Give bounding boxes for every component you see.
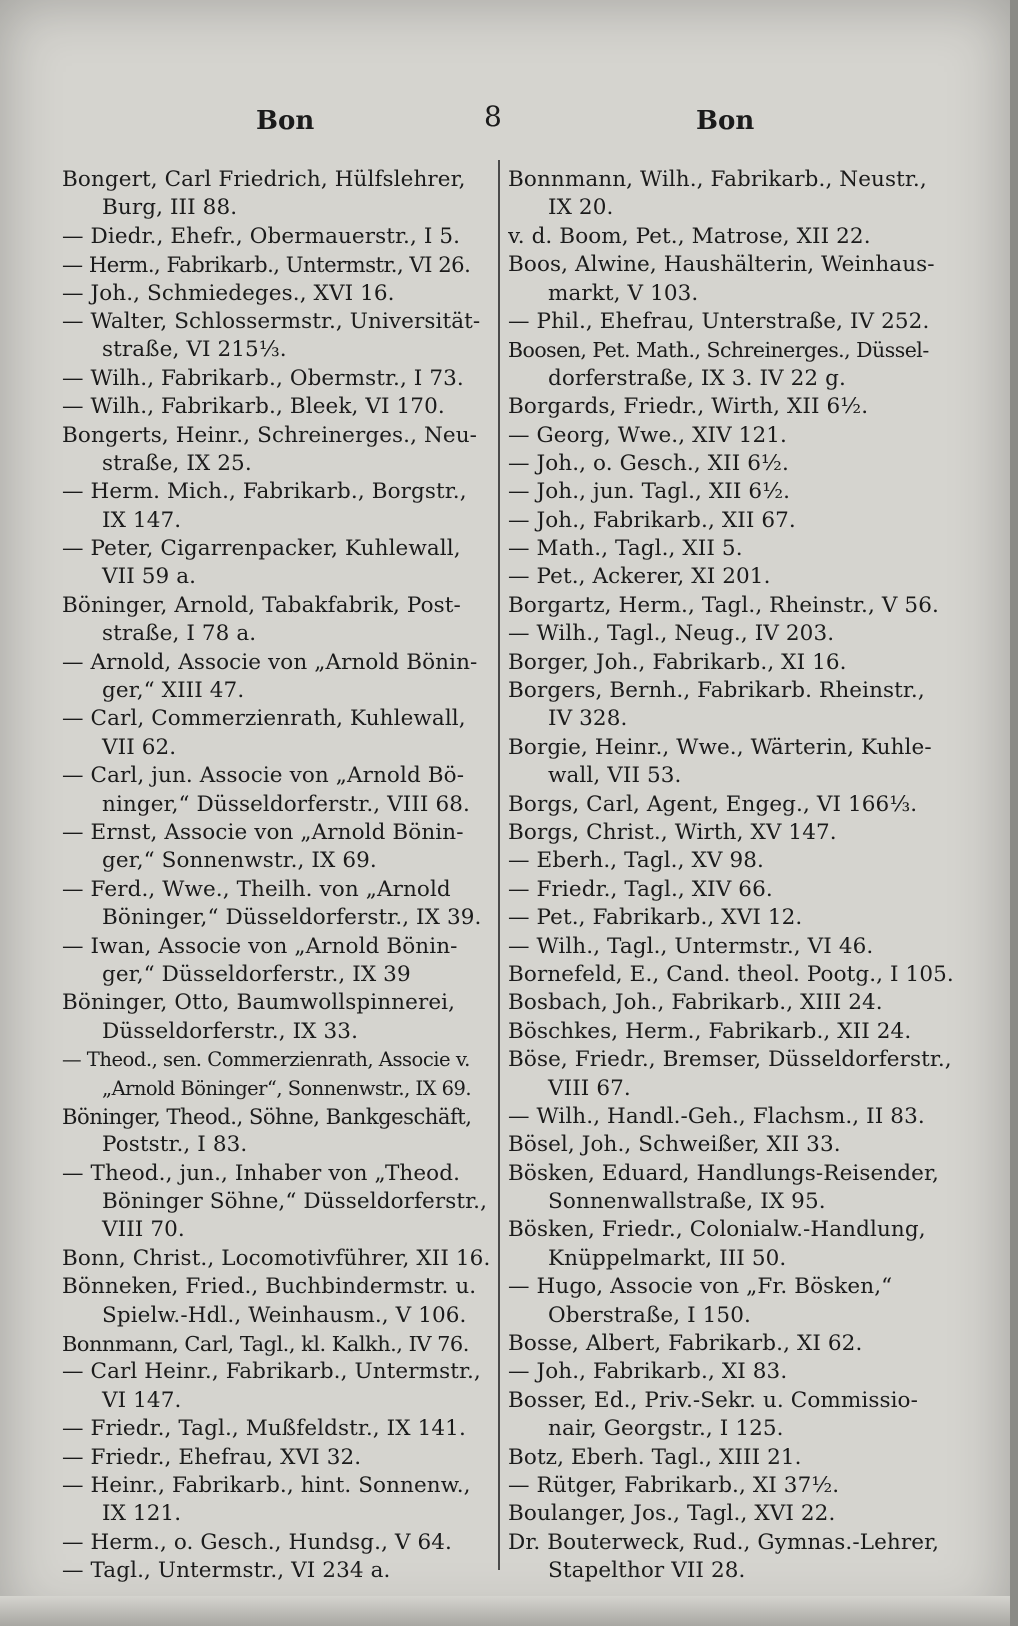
directory-entry-line: ger,“ Sonnenwstr., IX 69.	[102, 848, 377, 874]
page-number: 8	[484, 100, 502, 133]
directory-entry-line: Bonn, Christ., Locomotivführer, XII 16.	[62, 1245, 491, 1271]
directory-entry-line: — Pet., Ackerer, XI 201.	[508, 564, 771, 590]
directory-entry-line: — Tagl., Untermstr., VI 234 a.	[62, 1558, 391, 1584]
directory-entry-line: Bornefeld, E., Cand. theol. Pootg., I 105.	[508, 961, 954, 987]
directory-entry-line: Bonnmann, Carl, Tagl., kl. Kalkh., IV 76.	[62, 1332, 469, 1357]
directory-entry-line: VIII 70.	[102, 1217, 185, 1243]
directory-entry-line: Bosse, Albert, Fabrikarb., XI 62.	[508, 1331, 863, 1357]
directory-entry-line: — Wilh., Handl.-Geh., Flachsm., II 83.	[508, 1103, 925, 1129]
directory-entry-line: VI 147.	[102, 1387, 182, 1413]
directory-entry-line: — Joh., Fabrikarb., XII 67.	[508, 507, 796, 533]
directory-entry-line: — Arnold, Associe von „Arnold Bönin-	[62, 649, 478, 675]
directory-entry-line: Botz, Eberh. Tagl., XIII 21.	[508, 1444, 802, 1470]
directory-entry-line: Bösken, Eduard, Handlungs-Reisender,	[508, 1160, 939, 1186]
directory-entry-line: Bosbach, Joh., Fabrikarb., XIII 24.	[508, 990, 883, 1016]
directory-entry-line: — Math., Tagl., XII 5.	[508, 536, 743, 562]
directory-entry-line: — Phil., Ehefrau, Unterstraße, IV 252.	[508, 308, 930, 334]
directory-entry-line: — Herm. Mich., Fabrikarb., Borgstr.,	[62, 479, 467, 505]
directory-entry-line: nair, Georgstr., I 125.	[548, 1416, 784, 1442]
directory-entry-line: Boosen, Pet. Math., Schreinerges., Düssel-	[508, 338, 929, 363]
directory-entry-line: — Rütger, Fabrikarb., XI 37½.	[508, 1472, 840, 1498]
directory-entry-line: — Wilh., Fabrikarb., Bleek, VI 170.	[62, 394, 445, 420]
directory-entry-line: — Friedr., Tagl., XIV 66.	[508, 876, 773, 902]
directory-entry-line: — Carl Heinr., Fabrikarb., Untermstr.,	[62, 1359, 481, 1385]
directory-entry-line: Spielw.-Hdl., Weinhausm., V 106.	[102, 1302, 467, 1328]
directory-entry-line: — Carl, jun. Associe von „Arnold Bö-	[62, 763, 465, 789]
directory-entry-line: — Theod., jun., Inhaber von „Theod.	[62, 1160, 461, 1186]
directory-entry-line: — Georg, Wwe., XIV 121.	[508, 422, 787, 448]
directory-entry-line: — Walter, Schlossermstr., Universität-	[62, 308, 481, 334]
directory-entry-line: Böninger Söhne,“ Düsseldorferstr.,	[102, 1189, 488, 1215]
directory-entry-line: wall, VII 53.	[548, 763, 682, 789]
directory-entry-line: — Friedr., Ehefrau, XVI 32.	[62, 1444, 362, 1470]
page-header	[0, 100, 1010, 140]
directory-entry-line: straße, IX 25.	[102, 450, 252, 476]
directory-entry-line: Borgie, Heinr., Wwe., Wärterin, Kuhle-	[508, 734, 932, 760]
directory-entry-line: Boulanger, Jos., Tagl., XVI 22.	[508, 1501, 836, 1527]
directory-entry-line: Böninger,“ Düsseldorferstr., IX 39.	[102, 905, 482, 931]
right-column	[508, 166, 954, 1586]
directory-entry-line: Borger, Joh., Fabrikarb., XI 16.	[508, 649, 847, 675]
directory-entry-line: Borgs, Christ., Wirth, XV 147.	[508, 819, 837, 845]
directory-entry-line: — Pet., Fabrikarb., XVI 12.	[508, 905, 803, 931]
header-left-keyword: Bon	[256, 106, 315, 136]
directory-entry-line: Bösel, Joh., Schweißer, XII 33.	[508, 1132, 841, 1158]
directory-entry-line: IX 121.	[102, 1501, 182, 1527]
directory-entry-line: straße, VI 215⅓.	[102, 337, 287, 363]
directory-entry-line: — Ferd., Wwe., Theilh. von „Arnold	[62, 876, 451, 902]
directory-entry-line: Sonnenwallstraße, IX 95.	[548, 1189, 826, 1215]
directory-entry-line: — Iwan, Associe von „Arnold Bönin-	[62, 933, 458, 959]
directory-entry-line: Boos, Alwine, Haushälterin, Weinhaus-	[508, 252, 935, 278]
directory-entry-line: VII 59 a.	[102, 564, 197, 590]
directory-entry-line: VII 62.	[102, 734, 177, 760]
header-right-keyword: Bon	[696, 106, 755, 136]
directory-entry-line: — Joh., o. Gesch., XII 6½.	[508, 450, 789, 476]
directory-entry-line: IX 20.	[548, 195, 614, 221]
directory-entry-line: v. d. Boom, Pet., Matrose, XII 22.	[508, 223, 871, 249]
directory-entry-line: Oberstraße, I 150.	[548, 1302, 751, 1328]
directory-entry-line: — Wilh., Tagl., Neug., IV 203.	[508, 621, 835, 647]
directory-entry-line: — Ernst, Associe von „Arnold Bönin-	[62, 819, 464, 845]
directory-entry-line: straße, I 78 a.	[102, 621, 257, 647]
directory-entry-line: dorferstraße, IX 3. IV 22 g.	[548, 365, 846, 391]
directory-entry-line: Bösken, Friedr., Colonialw.-Handlung,	[508, 1217, 926, 1243]
directory-entry-line: Böse, Friedr., Bremser, Düsseldorferstr.,	[508, 1047, 952, 1073]
page-bottom-edge	[0, 1596, 1010, 1626]
directory-entry-line: — Peter, Cigarrenpacker, Kuhlewall,	[62, 536, 461, 562]
directory-entry-line: Böninger, Otto, Baumwollspinnerei,	[62, 990, 456, 1016]
directory-entry-line: — Hugo, Associe von „Fr. Bösken,“	[508, 1274, 893, 1300]
directory-entry-line: Bongerts, Heinr., Schreinerges., Neu-	[62, 422, 478, 448]
directory-entry-line: IX 147.	[102, 507, 182, 533]
directory-entry-line: Stapelthor VII 28.	[548, 1558, 746, 1584]
directory-entry-line: Bonnmann, Wilh., Fabrikarb., Neustr.,	[508, 167, 927, 192]
column-divider	[498, 160, 500, 1570]
directory-entry-line: Borgartz, Herm., Tagl., Rheinstr., V 56.	[508, 592, 939, 618]
directory-entry-line: ger,“ Düsseldorferstr., IX 39	[102, 961, 411, 987]
directory-entry-line: — Heinr., Fabrikarb., hint. Sonnenw.,	[62, 1472, 471, 1498]
directory-entry-line: — Herm., Fabrikarb., Untermstr., VI 26.	[62, 252, 471, 278]
directory-entry-line: Bosser, Ed., Priv.-Sekr. u. Commissio-	[508, 1387, 918, 1413]
directory-entry-line: Böschkes, Herm., Fabrikarb., XII 24.	[508, 1018, 912, 1044]
left-column	[62, 166, 494, 1586]
directory-entry-line: Böninger, Arnold, Tabakfabrik, Post-	[62, 592, 461, 618]
directory-entry-line: — Friedr., Tagl., Mußfeldstr., IX 141.	[62, 1416, 466, 1442]
directory-entry-line: — Joh., Schmiedeges., XVI 16.	[62, 280, 395, 306]
directory-entry-line: Borgs, Carl, Agent, Engeg., VI 166⅓.	[508, 791, 918, 817]
directory-entry-line: Bongert, Carl Friedrich, Hülfslehrer,	[62, 167, 466, 192]
directory-entry-line: Dr. Bouterweck, Rud., Gymnas.-Lehrer,	[508, 1529, 940, 1555]
directory-entry-line: ger,“ XIII 47.	[102, 678, 245, 704]
directory-entry-line: Knüppelmarkt, III 50.	[548, 1245, 787, 1271]
directory-entry-line: — Wilh., Tagl., Untermstr., VI 46.	[508, 933, 874, 959]
directory-entry-line: Böninger, Theod., Söhne, Bankgeschäft,	[62, 1103, 472, 1129]
directory-entry-line: „Arnold Böninger“, Sonnenwstr., IX 69.	[102, 1076, 472, 1100]
directory-entry-line: ninger,“ Düsseldorferstr., VIII 68.	[102, 791, 470, 817]
directory-entry-line: — Wilh., Fabrikarb., Obermstr., I 73.	[62, 365, 464, 391]
directory-entry-line: markt, V 103.	[548, 280, 699, 306]
directory-entry-line: — Joh., Fabrikarb., XI 83.	[508, 1359, 788, 1385]
directory-entry-line: — Diedr., Ehefr., Obermauerstr., I 5.	[62, 223, 461, 249]
directory-entry-line: Düsseldorferstr., IX 33.	[102, 1018, 359, 1044]
directory-entry-line: — Eberh., Tagl., XV 98.	[508, 848, 764, 874]
directory-entry-line: Borgers, Bernh., Fabrikarb. Rheinstr.,	[508, 678, 925, 704]
directory-entry-line: Burg, III 88.	[102, 195, 238, 221]
directory-entry-line: Borgards, Friedr., Wirth, XII 6½.	[508, 394, 869, 420]
directory-entry-line: Bönneken, Fried., Buchbindermstr. u.	[62, 1274, 477, 1300]
directory-entry-line: VIII 67.	[548, 1075, 631, 1101]
directory-entry-line: Poststr., I 83.	[102, 1132, 248, 1158]
directory-entry-line: — Carl, Commerzienrath, Kuhlewall,	[62, 706, 466, 732]
directory-entry-line: — Joh., jun. Tagl., XII 6½.	[508, 479, 791, 505]
directory-entry-line: — Herm., o. Gesch., Hundsg., V 64.	[62, 1529, 452, 1555]
directory-entry-line: — Theod., sen. Commerzienrath, Associe v.	[62, 1048, 470, 1072]
directory-entry-line: IV 328.	[548, 706, 628, 732]
